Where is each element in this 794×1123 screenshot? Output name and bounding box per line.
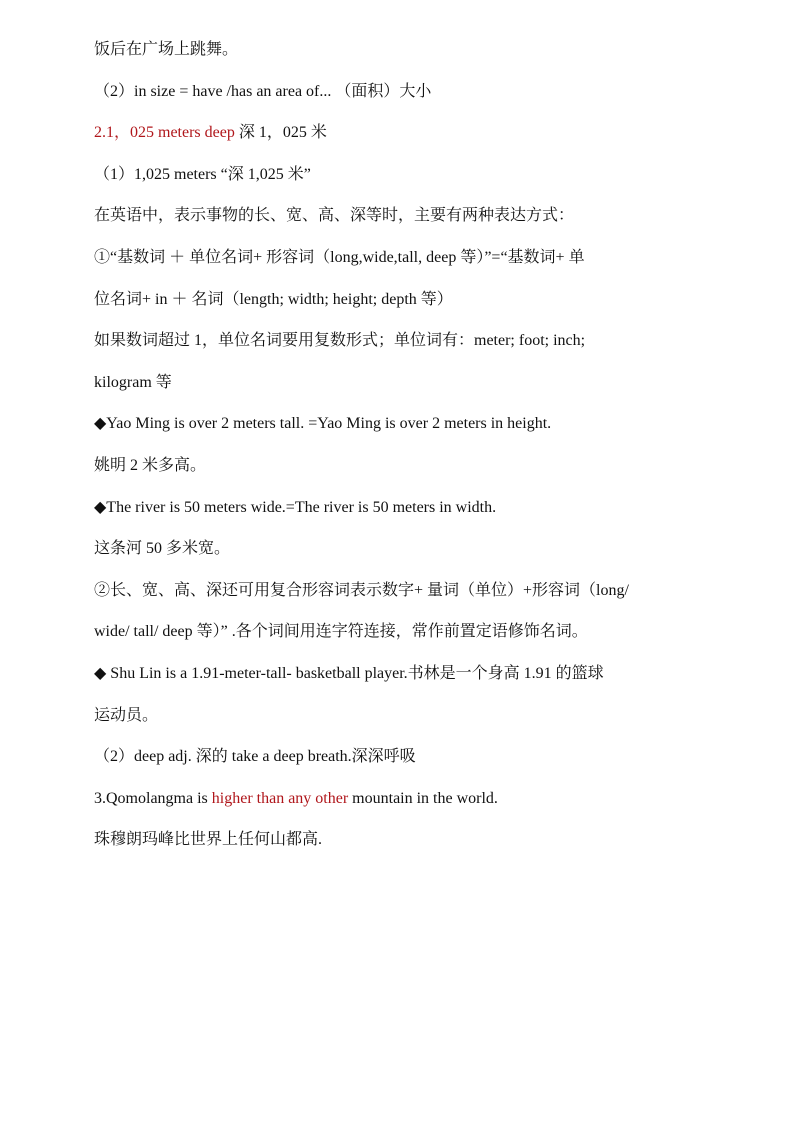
line-text: 如果数词超过 1，单位名词要用复数形式；单位词有：meter; foot; inch; xyxy=(94,332,586,350)
line-text: 3.Qomolangma is xyxy=(94,789,212,807)
section-heading-2-1 xyxy=(94,123,704,143)
text-line-20 xyxy=(94,830,704,850)
text-line-14 xyxy=(94,581,704,601)
line-text: ◆ Shu Lin is a 1.91-meter-tall- basketball player.书林是一个身高 1.91 的篮球 xyxy=(94,664,604,682)
line-text: ②长、宽、高、深还可用复合形容词表示数字+ 量词（单位）+形容词（long/ xyxy=(94,581,629,599)
text-line-11 xyxy=(94,456,704,476)
text-line-15 xyxy=(94,622,704,642)
line-text: 位名词+ in ＋ 名词（length; width; height; depth 等） xyxy=(94,290,453,308)
example-line-3 xyxy=(94,664,704,684)
line-text: ◆Yao Ming is over 2 meters tall. =Yao Ming is over 2 meters in height. xyxy=(94,415,552,433)
example-line-1 xyxy=(94,414,704,434)
highlighted-phrase: 2.1，025 meters deep xyxy=(94,124,235,142)
text-line-4 xyxy=(94,165,704,185)
line-text: 深 1，025 米 xyxy=(234,124,327,142)
text-line-6 xyxy=(94,248,704,268)
example-line-2 xyxy=(94,498,704,518)
text-line-7 xyxy=(94,290,704,310)
line-text: 珠穆朗玛峰比世界上任何山都高. xyxy=(94,831,323,849)
document-page xyxy=(94,40,704,872)
highlighted-phrase: higher than any other xyxy=(211,789,349,807)
text-line-1 xyxy=(94,40,704,60)
line-text: （2）in size = have /has an area of... （面积）大小 xyxy=(94,82,432,100)
line-text: 在英语中，表示事物的长、宽、高、深等时，主要有两种表达方式： xyxy=(94,207,575,225)
line-text: mountain in the world. xyxy=(348,789,498,807)
line-text: 饭后在广场上跳舞。 xyxy=(94,41,239,58)
text-line-13 xyxy=(94,539,704,559)
text-line-5 xyxy=(94,206,704,226)
text-line-2 xyxy=(94,82,704,102)
line-text: 这条河 50 多米宽。 xyxy=(94,540,231,558)
line-text: 姚明 2 米多高。 xyxy=(94,456,207,474)
text-line-17 xyxy=(94,706,704,726)
line-text: ①“基数词 ＋ 单位名词+ 形容词（long,wide,tall, deep 等）”=“基数词+ 单 xyxy=(94,248,585,266)
text-line-18 xyxy=(94,747,704,767)
text-line-9 xyxy=(94,373,704,393)
line-text: 运动员。 xyxy=(94,706,159,724)
line-text: kilogram 等 xyxy=(94,373,172,391)
text-line-8 xyxy=(94,331,704,351)
section-heading-3 xyxy=(94,789,704,809)
line-text: ◆The river is 50 meters wide.=The river is 50 meters in width. xyxy=(94,498,497,516)
line-text: （1）1,025 meters “深 1,025 米” xyxy=(94,165,311,183)
line-text: （2）deep adj. 深的 take a deep breath.深深呼吸 xyxy=(94,748,416,766)
line-text: wide/ tall/ deep 等）” .各个词间用连字符连接，常作前置定语修饰名词。 xyxy=(94,623,588,641)
